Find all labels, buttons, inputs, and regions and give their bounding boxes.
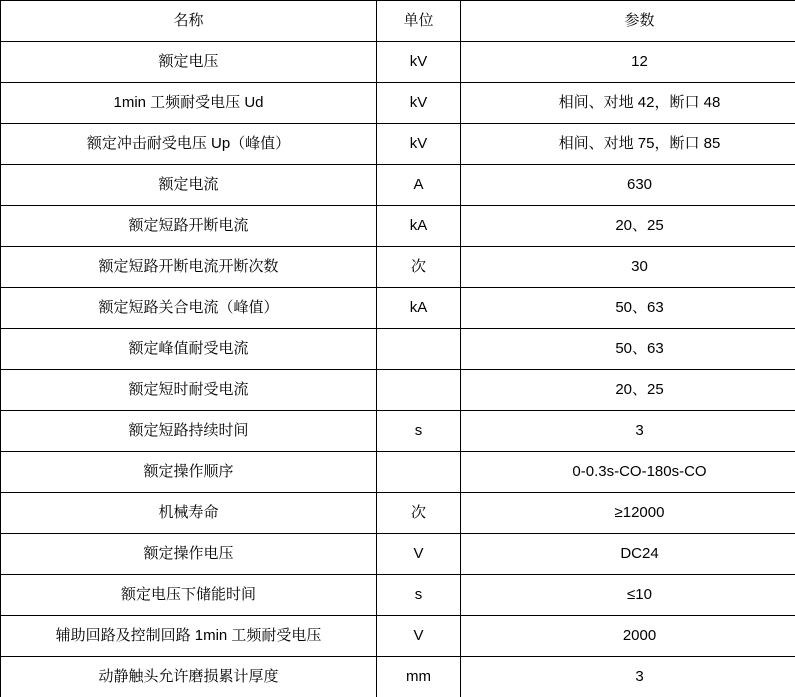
cell-param: 30 [461, 247, 795, 288]
cell-unit: 次 [377, 493, 461, 534]
cell-name: 额定短路开断电流 [1, 206, 377, 247]
cell-param: 50、63 [461, 288, 795, 329]
table-row [1, 329, 795, 370]
table-row [1, 288, 795, 329]
cell-param: DC24 [461, 534, 795, 575]
cell-param: 20、25 [461, 206, 795, 247]
cell-name: 辅助回路及控制回路 1min 工频耐受电压 [1, 616, 377, 657]
cell-unit [377, 370, 461, 411]
cell-param: ≤10 [461, 575, 795, 616]
cell-unit: kV [377, 124, 461, 165]
cell-name: 额定电流 [1, 165, 377, 206]
cell-param: 相间、对地 42，断口 48 [461, 83, 795, 124]
table-row [1, 575, 795, 616]
cell-param: 20、25 [461, 370, 795, 411]
cell-name: 额定操作电压 [1, 534, 377, 575]
cell-name: 额定峰值耐受电流 [1, 329, 377, 370]
table-header-row [1, 1, 795, 42]
table-row [1, 206, 795, 247]
cell-name: 额定短路开断电流开断次数 [1, 247, 377, 288]
table-row [1, 83, 795, 124]
cell-unit: 次 [377, 247, 461, 288]
cell-name: 1min 工频耐受电压 Ud [1, 83, 377, 124]
cell-unit: s [377, 411, 461, 452]
cell-param: 相间、对地 75，断口 85 [461, 124, 795, 165]
cell-unit: kV [377, 42, 461, 83]
cell-param: 2000 [461, 616, 795, 657]
cell-param: 12 [461, 42, 795, 83]
table-row [1, 616, 795, 657]
cell-name: 额定短路持续时间 [1, 411, 377, 452]
table-row [1, 42, 795, 83]
cell-unit [377, 329, 461, 370]
cell-name: 额定短时耐受电流 [1, 370, 377, 411]
cell-unit [377, 452, 461, 493]
cell-name: 额定冲击耐受电压 Up（峰值） [1, 124, 377, 165]
cell-unit: kA [377, 206, 461, 247]
cell-name: 动静触头允许磨损累计厚度 [1, 657, 377, 697]
cell-name: 额定操作顺序 [1, 452, 377, 493]
cell-param: ≥12000 [461, 493, 795, 534]
cell-unit: A [377, 165, 461, 206]
column-header-param: 参数 [461, 1, 795, 42]
table-row [1, 165, 795, 206]
cell-name: 额定电压下储能时间 [1, 575, 377, 616]
cell-param: 630 [461, 165, 795, 206]
column-header-name: 名称 [1, 1, 377, 42]
cell-param: 3 [461, 411, 795, 452]
table-row [1, 124, 795, 165]
cell-name: 额定短路关合电流（峰值） [1, 288, 377, 329]
cell-unit: mm [377, 657, 461, 697]
cell-unit: V [377, 534, 461, 575]
cell-unit: kV [377, 83, 461, 124]
cell-param: 3 [461, 657, 795, 697]
table-row [1, 247, 795, 288]
table-row [1, 411, 795, 452]
table-row [1, 452, 795, 493]
cell-name: 机械寿命 [1, 493, 377, 534]
table-row [1, 657, 795, 697]
cell-param: 50、63 [461, 329, 795, 370]
cell-param: 0-0.3s-CO-180s-CO [461, 452, 795, 493]
column-header-unit: 单位 [377, 1, 461, 42]
table-row [1, 370, 795, 411]
cell-unit: kA [377, 288, 461, 329]
table-row [1, 493, 795, 534]
table-row [1, 534, 795, 575]
cell-unit: s [377, 575, 461, 616]
cell-name: 额定电压 [1, 42, 377, 83]
cell-unit: V [377, 616, 461, 657]
